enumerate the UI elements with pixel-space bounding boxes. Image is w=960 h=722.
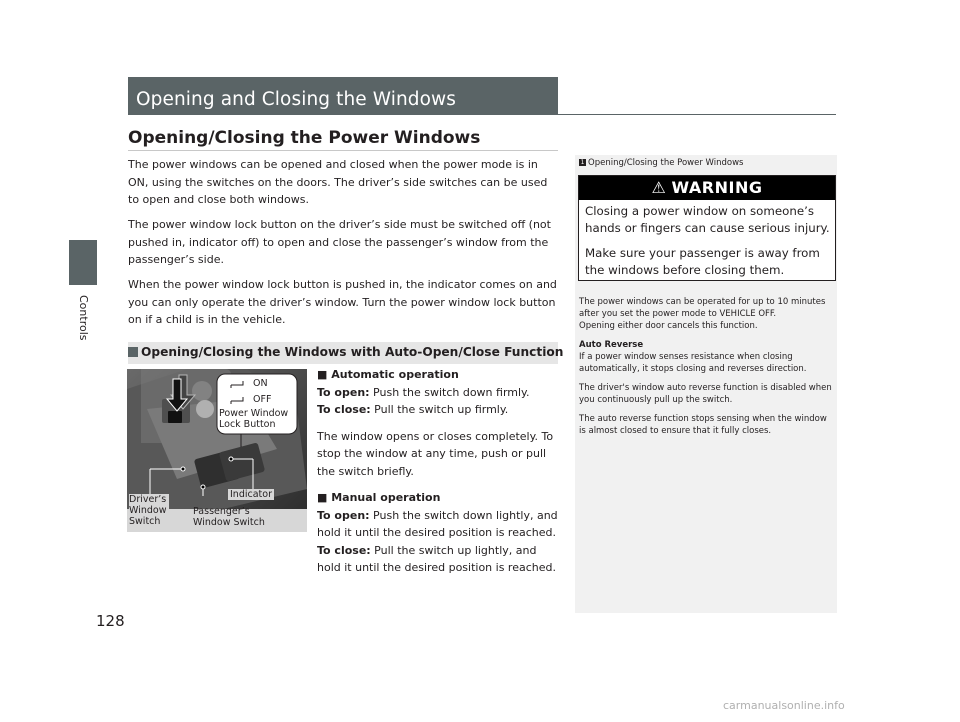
square-bullet-icon <box>128 347 138 357</box>
auto-reverse-note: If a power window senses resistance when closing automatically, it stops closing and reverses direction. <box>579 352 807 374</box>
close-label: To close: <box>317 543 371 557</box>
indicator-label: Indicator <box>230 489 272 500</box>
lock-button-label: Power Window Lock Button <box>219 408 289 430</box>
window-switch-illustration <box>127 369 307 532</box>
paragraph: When the power window lock button is pushed in, the indicator comes on and you can only operate the driver’s window. Turn the power window lock button on if a child is in the vehicle. <box>128 278 557 326</box>
paragraph: The power window lock button on the driver’s side must be switched off (not pushed in, indicator off) to open and close the passenger’s window from the passenger’s side. <box>128 218 551 266</box>
chapter-title: Opening and Closing the Windows <box>136 89 457 110</box>
section-divider <box>128 150 558 151</box>
auto-operation-note: The window opens or closes completely. To stop the window at any time, push or pull the switch briefly. <box>317 429 554 478</box>
manual-operation-heading: ■ Manual operation <box>317 491 441 504</box>
paragraph: The power windows can be opened and closed when the power mode is in ON, using the switches on the doors. The driver’s side switches can be used to open and close both windows. <box>128 158 548 206</box>
warning-line: Closing a power window on someone’s hands or fingers can cause serious injury. <box>585 204 830 235</box>
close-label: To close: <box>317 403 371 416</box>
manual-open-instruction <box>317 507 562 542</box>
on-label: ON <box>253 378 268 389</box>
auto-operation-heading: ■ Automatic operation <box>317 368 459 381</box>
header-rule <box>558 114 836 115</box>
manual-close-instruction <box>317 542 562 577</box>
auto-reverse-stop-note: The auto reverse function stops sensing when the window is almost closed to ensure that it fully closes. <box>579 414 827 436</box>
warning-box <box>578 175 836 281</box>
driver-switch-label: Driver’s Window Switch <box>129 494 169 527</box>
section-title: Opening/Closing the Power Windows <box>128 128 481 148</box>
sidebar-chapter-label: Controls <box>77 295 90 341</box>
side-panel-header-text: Opening/Closing the Power Windows <box>588 158 744 168</box>
chapter-tab <box>69 240 97 285</box>
subsection-header <box>128 342 564 364</box>
operation-instructions <box>317 366 562 577</box>
warning-header <box>579 176 835 200</box>
page-number: 128 <box>96 612 125 630</box>
warning-line: Make sure your passenger is away from the windows before closing them. <box>585 246 820 277</box>
reference-number-icon: 1 <box>580 159 585 166</box>
passenger-switch-label: Passenger’s Window Switch <box>193 506 265 528</box>
off-label: OFF <box>253 394 272 405</box>
side-notes <box>579 296 833 444</box>
chapter-header-bar <box>128 77 558 115</box>
warning-body <box>585 203 830 287</box>
watermark: carmanualsonline.info <box>723 699 845 712</box>
open-label: To open: <box>317 508 370 522</box>
close-text: Pull the switch up firmly. <box>370 403 509 416</box>
open-text: Push the switch down lightly, and hold it until the desired position is reached. <box>317 508 558 539</box>
timeout-note: The power windows can be operated for up to 10 minutes after you set the power mode to VEHICLE OFF. Opening either door cancels this function. <box>579 297 826 331</box>
side-notes-panel <box>575 155 837 613</box>
close-text: Pull the switch up lightly, and hold it until the desired position is reached. <box>317 543 556 574</box>
auto-close-instruction <box>317 401 562 419</box>
auto-reverse-disabled-note: The driver's window auto reverse function is disabled when you continuously pull up the switch. <box>579 383 832 405</box>
auto-reverse-title: Auto Reverse <box>579 340 644 350</box>
side-panel-header <box>579 158 743 168</box>
open-label: To open: <box>317 385 370 399</box>
open-text: Push the switch down firmly. <box>369 385 530 399</box>
auto-open-instruction <box>317 384 562 402</box>
subsection-title: Opening/Closing the Windows with Auto-Open/Close Function <box>141 345 564 359</box>
warning-triangle-icon: ⚠ <box>651 178 667 197</box>
warning-title: WARNING <box>671 178 763 197</box>
